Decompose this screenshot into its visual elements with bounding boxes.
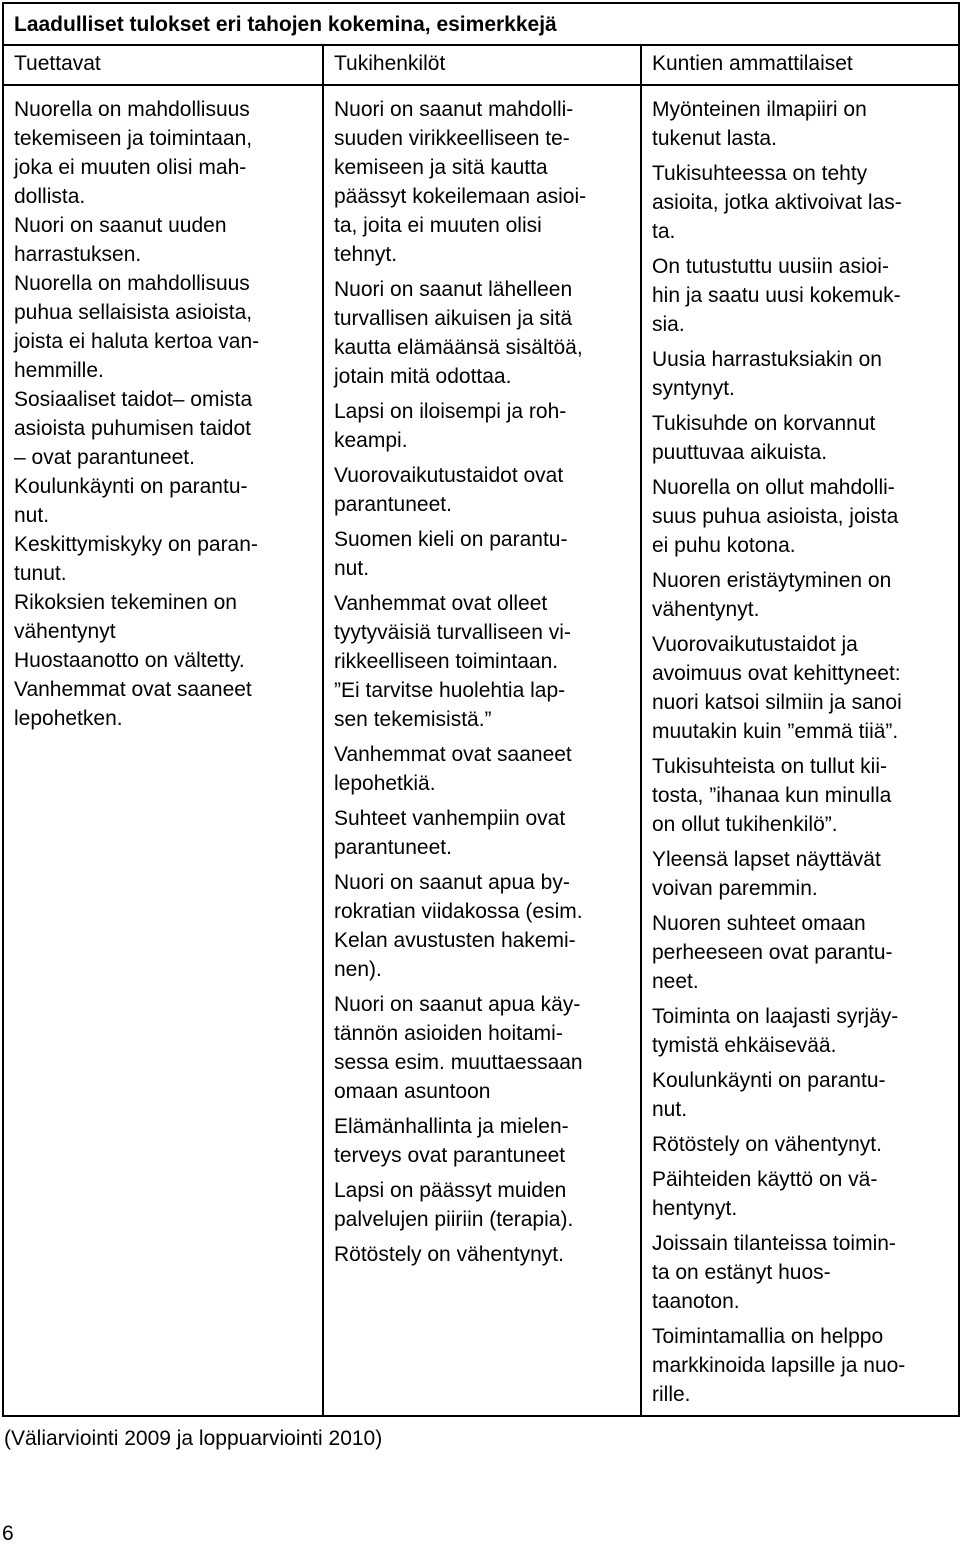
list-item: [652, 252, 950, 339]
list-item: [334, 275, 632, 391]
text-line: hentynyt.: [652, 1197, 738, 1220]
text-line: omaan asuntoon: [334, 1080, 491, 1103]
text-line: on ollut tukihenkilö”.: [652, 813, 838, 836]
list-item: [652, 345, 950, 403]
list-item: [14, 356, 314, 385]
list-item: [14, 269, 314, 298]
text-line: ei puhu kotona.: [652, 534, 796, 557]
text-line: rille.: [652, 1383, 691, 1406]
text-line: Nuoren eristäytyminen on: [652, 569, 892, 592]
text-line: tosta, ”ihanaa kun minulla: [652, 784, 892, 807]
list-item: [652, 473, 950, 560]
text-line: turvallisen aikuisen ja sitä: [334, 307, 573, 330]
column-list-tuettavat: [4, 86, 322, 733]
list-item: [334, 740, 632, 798]
text-line: hin ja saatu uusi kokemuk-: [652, 284, 901, 307]
list-item: [14, 675, 314, 704]
list-item: [334, 1112, 632, 1170]
column-list-kuntien-ammattilaiset: [642, 86, 958, 1409]
text-line: Päihteiden käyttö on vä-: [652, 1168, 878, 1191]
text-line: voivan paremmin.: [652, 877, 818, 900]
text-line: Nuori on saanut apua by-: [334, 871, 570, 894]
text-line: tyytyväisiä turvalliseen vi-: [334, 621, 571, 644]
list-item: [334, 990, 632, 1106]
text-line: Lapsi on päässyt muiden: [334, 1179, 567, 1202]
text-line: Nuorella on mahdollisuus: [14, 272, 250, 295]
list-item: [14, 153, 314, 182]
text-line: Vuorovaikutustaidot ovat: [334, 464, 564, 487]
list-item: [652, 1165, 950, 1223]
text-line: päässyt kokeilemaan asioi-: [334, 185, 587, 208]
column-cell-tukihenkilot: [323, 85, 641, 1416]
text-line: Joissain tilanteissa toimin-: [652, 1232, 896, 1255]
list-item: [334, 868, 632, 984]
text-line: neet.: [652, 970, 699, 993]
text-line: lepohetkiä.: [334, 772, 436, 795]
text-line: tekemiseen ja toimintaan,: [14, 127, 253, 150]
text-line: Vanhemmat ovat olleet: [334, 592, 548, 615]
list-item: [14, 182, 314, 211]
text-line: markkinoida lapsille ja nuo-: [652, 1354, 906, 1377]
text-line: ta, joita ei muuten olisi: [334, 214, 542, 237]
text-line: kemiseen ja sitä kautta: [334, 156, 548, 179]
text-line: On tutustuttu uusiin asioi-: [652, 255, 889, 278]
list-item: [652, 1229, 950, 1316]
text-line: suus puhua asioista, joista: [652, 505, 899, 528]
text-line: nut.: [334, 557, 370, 580]
list-item: [14, 530, 314, 559]
text-line: Nuoren suhteet omaan: [652, 912, 866, 935]
list-item: [14, 646, 314, 675]
list-item: [14, 704, 314, 733]
text-line: Suomen kieli on parantu-: [334, 528, 568, 551]
text-line: tännön asioiden hoitami-: [334, 1022, 563, 1045]
text-line: Myönteinen ilmapiiri on: [652, 98, 867, 121]
text-line: taanoton.: [652, 1290, 740, 1313]
list-item: [652, 1130, 950, 1159]
text-line: vähentynyt: [14, 620, 116, 643]
text-line: avoimuus ovat kehittyneet:: [652, 662, 901, 685]
text-line: Toiminta on laajasti syrjäy-: [652, 1005, 899, 1028]
text-line: jotain mitä odottaa.: [334, 365, 512, 388]
column-list-tukihenkilot: [324, 86, 640, 1269]
text-line: terveys ovat parantuneet: [334, 1144, 566, 1167]
header-cell-kuntien-ammattilaiset: [641, 45, 959, 85]
list-item: [652, 409, 950, 467]
list-item: [334, 1176, 632, 1234]
text-line: Suhteet vanhempiin ovat: [334, 807, 566, 830]
text-line: kautta elämäänsä sisältöä,: [334, 336, 583, 359]
text-line: dollista.: [14, 185, 86, 208]
text-line: nen).: [334, 958, 382, 981]
text-line: Elämänhallinta ja mielen-: [334, 1115, 569, 1138]
text-line: Koulunkäynti on parantu-: [14, 475, 248, 498]
text-line: Kelan avustusten hakemi-: [334, 929, 576, 952]
column-cell-kuntien-ammattilaiset: [641, 85, 959, 1416]
text-line: puhua sellaisista asioista,: [14, 301, 253, 324]
header-cell-tukihenkilot: [323, 45, 641, 85]
text-line: – ovat parantuneet.: [14, 446, 195, 469]
list-item: [14, 211, 314, 240]
list-item: [14, 298, 314, 327]
text-line: parantuneet.: [334, 836, 452, 859]
list-item: [334, 804, 632, 862]
text-line: Tukisuhteessa on tehty: [652, 162, 868, 185]
text-line: Huostaanotto on vältetty.: [14, 649, 245, 672]
text-line: Nuorella on ollut mahdolli-: [652, 476, 895, 499]
text-line: Toimintamallia on helppo: [652, 1325, 884, 1348]
list-item: [652, 1322, 950, 1409]
text-line: nut.: [14, 504, 50, 527]
text-line: tunut.: [14, 562, 67, 585]
text-line: parantuneet.: [334, 493, 452, 516]
text-line: nuori katsoi silmiin ja sanoi: [652, 691, 902, 714]
text-line: syntynyt.: [652, 377, 735, 400]
text-line: puuttuvaa aikuista.: [652, 441, 828, 464]
text-line: rikkeelliseen toimintaan.: [334, 650, 559, 673]
list-item: [652, 95, 950, 153]
column-cell-tuettavat: [3, 85, 323, 1416]
text-line: joka ei muuten olisi mah-: [14, 156, 247, 179]
list-item: [14, 472, 314, 501]
table-title: Laadulliset tulokset eri tahojen kokemina, esimerkkejä: [14, 13, 557, 36]
list-item: [652, 1066, 950, 1124]
text-line: Sosiaaliset taidot– omista: [14, 388, 253, 411]
text-line: Vuorovaikutustaidot ja: [652, 633, 858, 656]
text-line: Vanhemmat ovat saaneet: [14, 678, 252, 701]
list-item: [652, 752, 950, 839]
text-line: Rikoksien tekeminen on: [14, 591, 237, 614]
text-line: Keskittymiskyky on paran-: [14, 533, 258, 556]
list-item: [652, 909, 950, 996]
text-line: keampi.: [334, 429, 408, 452]
text-line: ta.: [652, 220, 676, 243]
text-line: nut.: [652, 1098, 688, 1121]
list-item: [14, 501, 314, 530]
column-header-tukihenkilot: Tukihenkilöt: [334, 52, 446, 75]
list-item: [334, 397, 632, 455]
header-cell-tuettavat: [3, 45, 323, 85]
list-item: [14, 327, 314, 356]
list-item: [334, 589, 632, 734]
text-line: vähentynyt.: [652, 598, 760, 621]
list-item: [14, 588, 314, 617]
list-item: [14, 559, 314, 588]
text-line: suuden virikkeelliseen te-: [334, 127, 570, 150]
list-item: [334, 95, 632, 269]
list-item: [652, 1002, 950, 1060]
list-item: [14, 385, 314, 414]
text-line: Yleensä lapset näyttävät: [652, 848, 881, 871]
list-item: [14, 240, 314, 269]
text-line: harrastuksen.: [14, 243, 142, 266]
text-line: Tukisuhteista on tullut kii-: [652, 755, 887, 778]
list-item: [334, 1240, 632, 1269]
text-line: Koulunkäynti on parantu-: [652, 1069, 886, 1092]
list-item: [14, 443, 314, 472]
list-item: [14, 617, 314, 646]
list-item: [652, 845, 950, 903]
page-number: 6: [2, 1522, 14, 1545]
text-line: hemmille.: [14, 359, 104, 382]
list-item: [334, 461, 632, 519]
text-line: rokratian viidakossa (esim.: [334, 900, 583, 923]
table-title-cell: [3, 3, 959, 45]
text-line: Rötöstely on vähentynyt.: [334, 1243, 564, 1266]
footnote: (Väliarviointi 2009 ja loppuarviointi 2010): [4, 1427, 383, 1450]
text-line: lepohetken.: [14, 707, 123, 730]
text-line: Nuori on saanut uuden: [14, 214, 227, 237]
list-item: [14, 95, 314, 124]
text-line: Nuorella on mahdollisuus: [14, 98, 250, 121]
text-line: Rötöstely on vähentynyt.: [652, 1133, 882, 1156]
text-line: palvelujen piiriin (terapia).: [334, 1208, 574, 1231]
text-line: Nuori on saanut lähelleen: [334, 278, 573, 301]
text-line: Nuori on saanut apua käy-: [334, 993, 581, 1016]
list-item: [14, 414, 314, 443]
text-line: perheeseen ovat parantu-: [652, 941, 893, 964]
text-line: muutakin kuin ”emmä tiiä”.: [652, 720, 899, 743]
list-item: [652, 630, 950, 746]
list-item: [652, 566, 950, 624]
text-line: joista ei haluta kertoa van-: [14, 330, 260, 353]
text-line: Nuori on saanut mahdolli-: [334, 98, 574, 121]
text-line: ”Ei tarvitse huolehtia lap-: [334, 679, 566, 702]
text-line: tukenut lasta.: [652, 127, 777, 150]
column-header-kuntien-ammattilaiset: Kuntien ammattilaiset: [652, 52, 853, 75]
text-line: ta on estänyt huos-: [652, 1261, 831, 1284]
list-item: [14, 124, 314, 153]
text-line: Lapsi on iloisempi ja roh-: [334, 400, 567, 423]
text-line: sen tekemisistä.”: [334, 708, 492, 731]
text-line: tymistä ehkäisevää.: [652, 1034, 837, 1057]
text-line: Vanhemmat ovat saaneet: [334, 743, 572, 766]
text-line: Uusia harrastuksiakin on: [652, 348, 882, 371]
text-line: sia.: [652, 313, 685, 336]
text-line: tehnyt.: [334, 243, 398, 266]
results-table: [2, 2, 960, 1417]
text-line: sessa esim. muuttaessaan: [334, 1051, 583, 1074]
text-line: asioita, jotka aktivoivat las-: [652, 191, 902, 214]
column-header-tuettavat: Tuettavat: [14, 52, 101, 75]
text-line: Tukisuhde on korvannut: [652, 412, 876, 435]
list-item: [652, 159, 950, 246]
list-item: [334, 525, 632, 583]
text-line: asioista puhumisen taidot: [14, 417, 251, 440]
